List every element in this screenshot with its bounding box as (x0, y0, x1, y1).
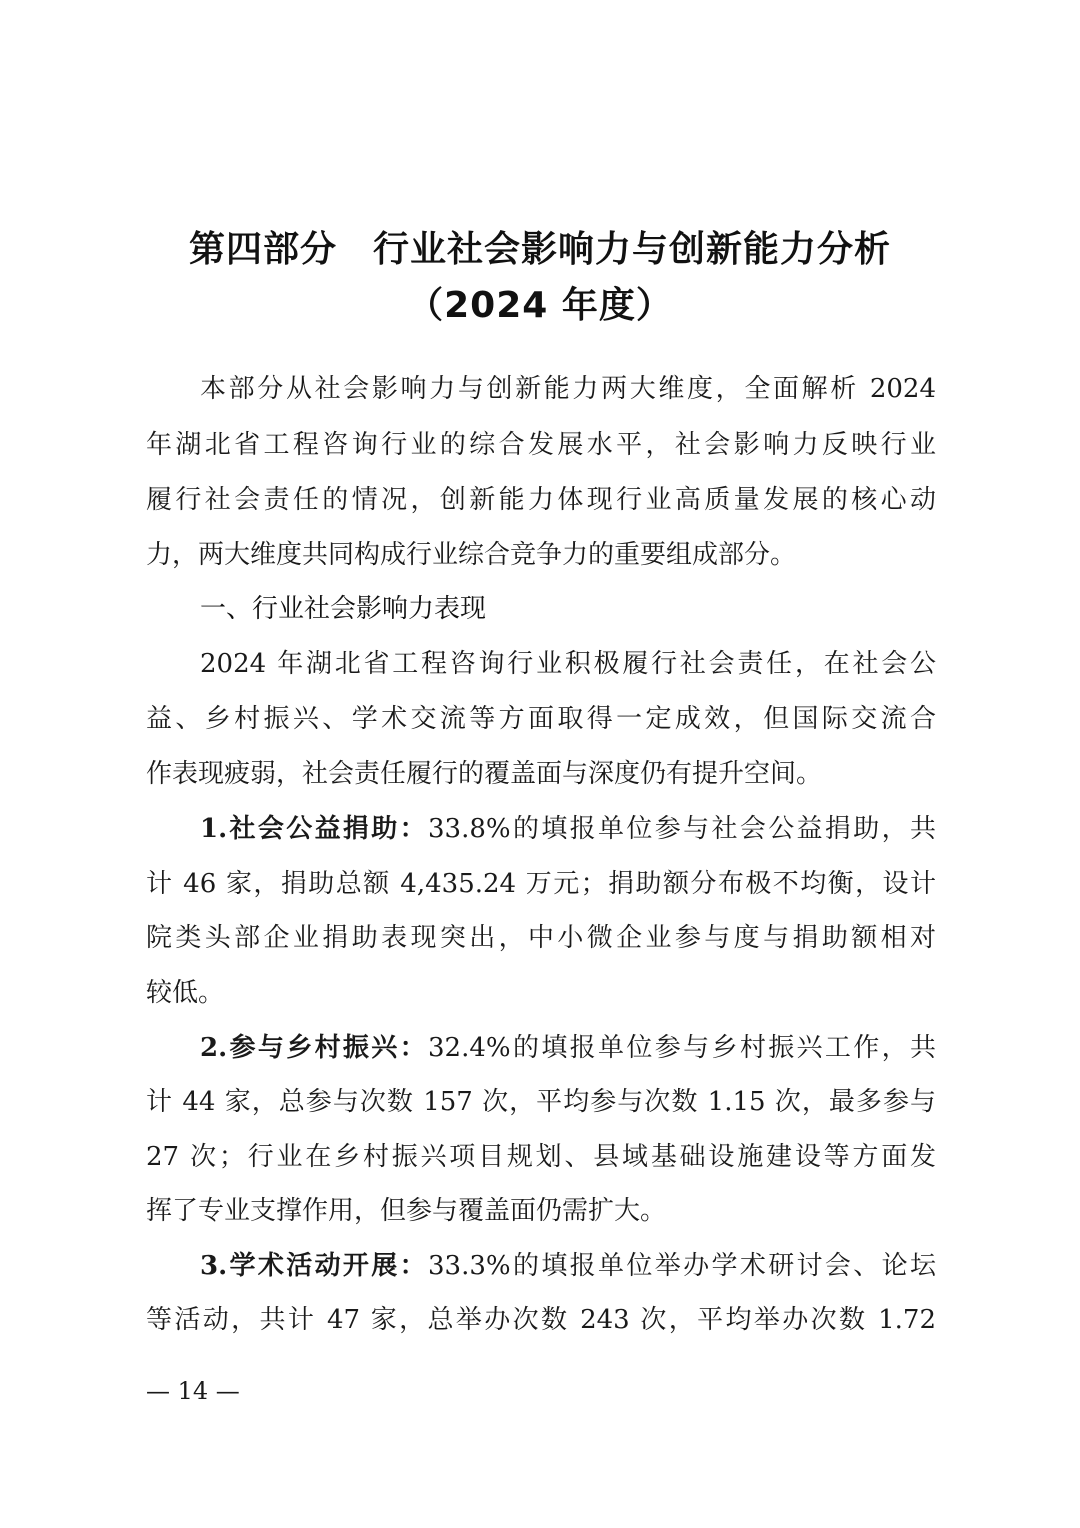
item3-first-line (200, 1249, 936, 1283)
item3-line: 等活动，共计 47 家，总举办次数 243 次，平均举办次数 1.72 (146, 1305, 936, 1335)
intro-line: 年湖北省工程咨询行业的综合发展水平，社会影响力反映行业 (146, 430, 936, 460)
page-title-line2: （2024 年度） (407, 285, 673, 326)
page-title-line1 (0, 228, 1080, 272)
item2-first-line (200, 1031, 936, 1065)
item1-line: 较低。 (146, 978, 225, 1008)
item2-line: 计 44 家，总参与次数 157 次，平均参与次数 1.15 次，最多参与 (146, 1087, 936, 1117)
section-para-line: 益、乡村振兴、学术交流等方面取得一定成效，但国际交流合 (146, 704, 936, 734)
item2-first-text: 32.4%的填报单位参与乡村振兴工作，共 (428, 1033, 936, 1063)
intro-line: 力，两大维度共同构成行业综合竞争力的重要组成部分。 (146, 540, 797, 570)
item1-label: 1.社会公益捐助： (200, 814, 429, 844)
item1-line: 院类头部企业捐助表现突出，中小微企业参与度与捐助额相对 (146, 923, 936, 953)
part-title: 行业社会影响力与创新能力分析 (373, 229, 892, 270)
part-label: 第四部分 (188, 229, 337, 270)
section-para-line: 作表现疲弱，社会责任履行的覆盖面与深度仍有提升空间。 (146, 759, 823, 789)
item1-line: 计 46 家，捐助总额 4,435.24 万元；捐助额分布极不均衡，设计 (146, 869, 936, 899)
intro-line: 本部分从社会影响力与创新能力两大维度，全面解析 2024 (200, 374, 936, 404)
item2-line: 挥了专业支撑作用，但参与覆盖面仍需扩大。 (146, 1196, 667, 1226)
page-number: — 14 — (146, 1377, 240, 1405)
item1-first-line (200, 812, 936, 846)
item2-line: 27 次；行业在乡村振兴项目规划、县域基础设施建设等方面发 (146, 1142, 936, 1172)
item3-label: 3.学术活动开展： (200, 1251, 429, 1281)
intro-line: 履行社会责任的情况，创新能力体现行业高质量发展的核心动 (146, 485, 936, 515)
item2-label: 2.参与乡村振兴： (200, 1033, 429, 1063)
section-heading: 一、行业社会影响力表现 (200, 594, 487, 624)
item1-first-text: 33.8%的填报单位参与社会公益捐助，共 (428, 814, 936, 844)
section-para-line: 2024 年湖北省工程咨询行业积极履行社会责任，在社会公 (200, 649, 936, 679)
item3-first-text: 33.3%的填报单位举办学术研讨会、论坛 (428, 1251, 936, 1281)
